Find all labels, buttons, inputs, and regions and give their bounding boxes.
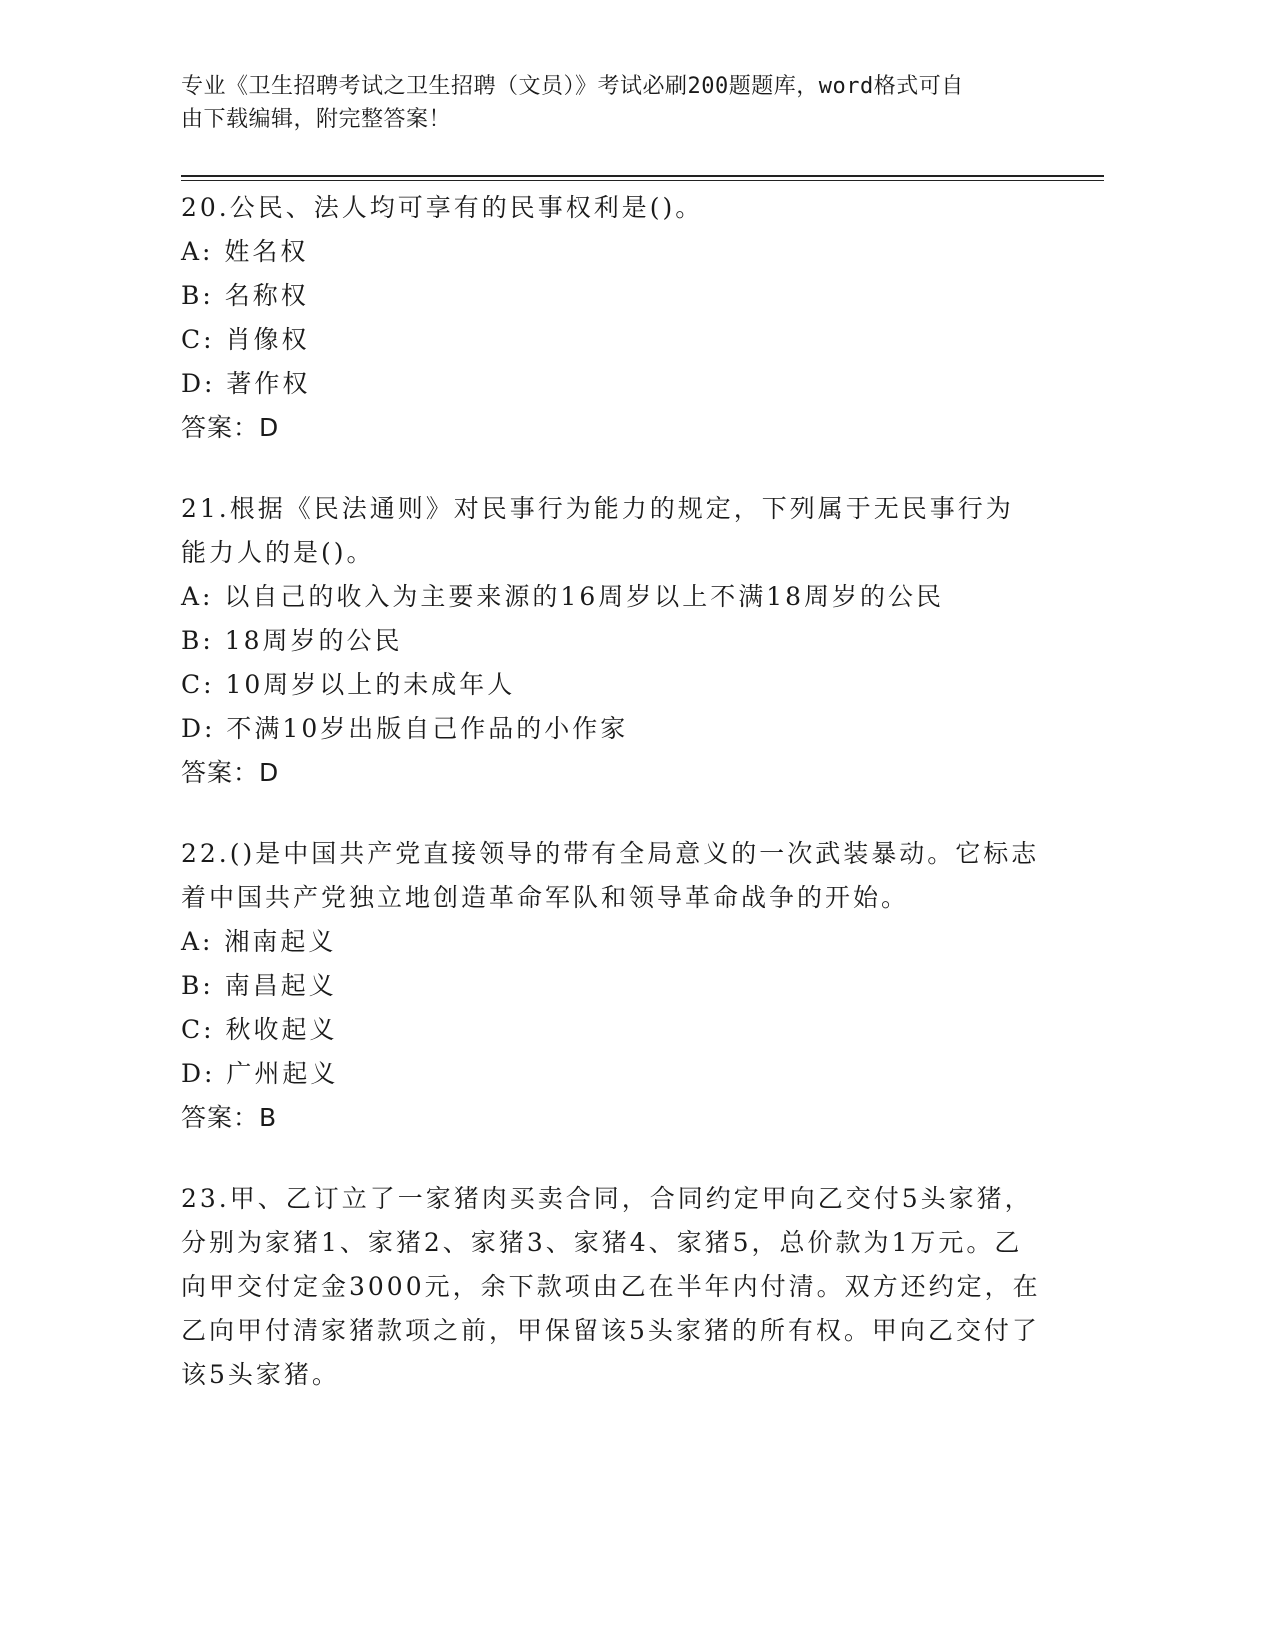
option-b: B: 名称权	[181, 281, 309, 310]
question-text: 21.根据《民法通则》对民事行为能力的规定，下列属于无民事行为能力人的是()。	[181, 494, 1014, 567]
option-b: B: 18周岁的公民	[181, 626, 403, 655]
option-a: A: 以自己的收入为主要来源的16周岁以上不满18周岁的公民	[181, 582, 945, 611]
header-line-2: 由下载编辑，附完整答案！	[181, 107, 452, 132]
question-text: 20.公民、法人均可享有的民事权利是()。	[181, 193, 704, 222]
document-header	[181, 70, 1041, 136]
question-text: 22.()是中国共产党直接领导的带有全局意义的一次武装暴动。它标志着中国共产党独立地创造革命军队和领导革命战争的开始。	[181, 839, 1040, 912]
header-line-1: 专业《卫生招聘考试之卫生招聘（文员）》考试必刷200题题库，word格式可自	[181, 74, 964, 99]
answer-line: 答案：D	[181, 758, 280, 787]
question-21	[181, 487, 1041, 795]
answer-line: 答案：B	[181, 1103, 278, 1132]
option-b: B: 南昌起义	[181, 971, 337, 1000]
header-divider	[181, 175, 1104, 181]
question-20	[181, 186, 1041, 450]
question-text: 23.甲、乙订立了一家猪肉买卖合同，合同约定甲向乙交付5头家猪，分别为家猪1、家猪2、家猪3、家猪4、家猪5，总价款为1万元。乙向甲交付定金3000元，余下款项由乙在半年内付清。双方还约定，在乙向甲付清家猪款项之前，甲保留该5头家猪的所有权。甲向乙交付了该5头家猪。	[181, 1184, 1041, 1389]
question-22	[181, 832, 1041, 1140]
option-d: D: 不满10岁出版自己作品的小作家	[181, 714, 629, 743]
question-list	[181, 186, 1041, 1434]
option-a: A: 姓名权	[181, 237, 309, 266]
option-d: D: 广州起义	[181, 1059, 339, 1088]
option-d: D: 著作权	[181, 369, 311, 398]
option-c: C: 秋收起义	[181, 1015, 338, 1044]
question-23	[181, 1177, 1041, 1397]
answer-line: 答案：D	[181, 413, 280, 442]
option-c: C: 10周岁以上的未成年人	[181, 670, 516, 699]
option-c: C: 肖像权	[181, 325, 310, 354]
option-a: A: 湘南起义	[181, 927, 337, 956]
